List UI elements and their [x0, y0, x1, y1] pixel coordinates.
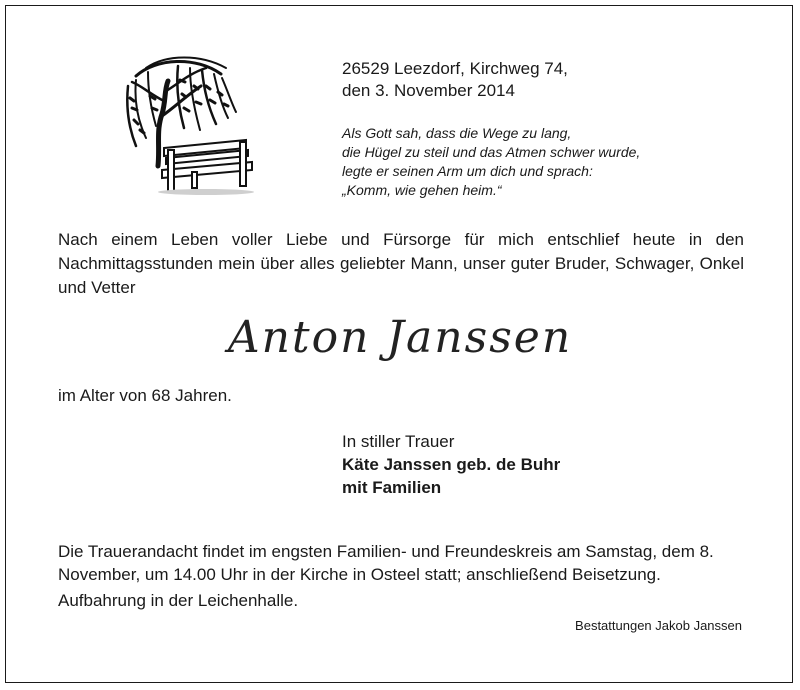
intro-text: Nach einem Leben voller Liebe und Fürsorge für mich entschlief heute in den Nachmittagsstunden mein über alles geliebter Mann, unser guter Bruder, Schwager, Onkel und Vetter: [58, 230, 744, 297]
address-block: [342, 58, 568, 102]
mourner-name: Käte Janssen geb. de Buhr: [342, 455, 561, 474]
willow-tree-bench-icon: [106, 46, 256, 196]
viewing-text: Aufbahrung in der Leichenhalle.: [58, 591, 299, 610]
poem: [342, 124, 640, 200]
date-line: den 3. November 2014: [342, 81, 515, 100]
poem-line: „Komm, wie gehen heim.“: [342, 182, 502, 198]
service-text: Die Trauerandacht findet im engsten Familien- und Freundeskreis am Samstag, dem 8. November, um 14.00 Uhr in der Kirche in Osteel statt; anschließend Beisetzung.: [58, 542, 714, 584]
mourning-heading: In stiller Trauer: [342, 432, 455, 451]
address-line: 26529 Leezdorf, Kirchweg 74,: [342, 59, 568, 78]
deceased-name: Anton Janssen: [227, 312, 573, 363]
poem-line: die Hügel zu steil und das Atmen schwer wurde,: [342, 144, 641, 160]
age-text: im Alter von 68 Jahren.: [58, 386, 232, 405]
obituary-notice: [5, 5, 793, 683]
mourner-family: mit Familien: [342, 478, 442, 497]
poem-line: Als Gott sah, dass die Wege zu lang,: [342, 125, 572, 141]
undertaker-name: Bestattungen Jakob Janssen: [575, 618, 742, 633]
mourners-block: [342, 430, 560, 499]
poem-line: legte er seinen Arm um dich und sprach:: [342, 163, 593, 179]
